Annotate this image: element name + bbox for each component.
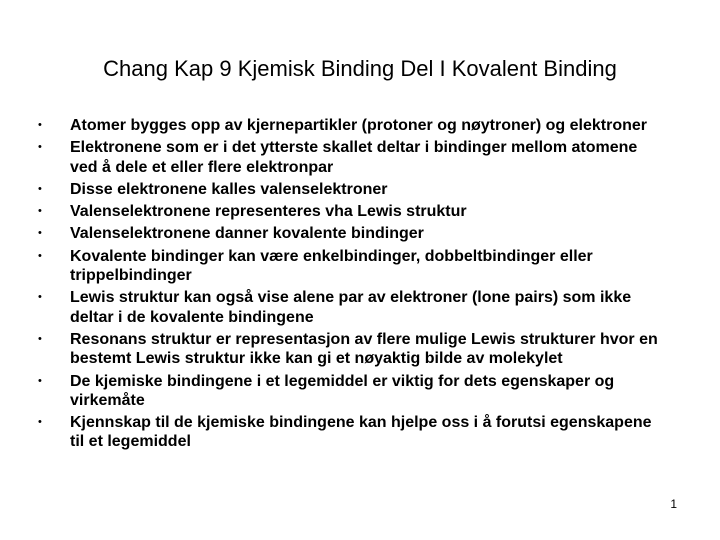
bullet-dot: • <box>38 249 42 262</box>
bullet-item <box>38 180 668 199</box>
bullet-text: De kjemiske bindingene i et legemiddel er viktig for dets egenskaper og virkemåte <box>70 372 615 409</box>
bullet-text: Lewis struktur kan også vise alene par av elektroner (lone pairs) som ikke deltar i de kovalente bindingene <box>70 289 632 326</box>
bullet-text: Disse elektronene kalles valenselektroner <box>70 180 388 198</box>
bullet-dot: • <box>38 141 42 154</box>
bullet-dot: • <box>38 374 42 387</box>
bullet-dot: • <box>38 182 42 195</box>
page-number: 1 <box>670 497 677 511</box>
bullet-text: Atomer bygges opp av kjernepartikler (protoner og nøytroner) og elektroner <box>70 117 647 134</box>
bullet-text: Valenselektronene representeres vha Lewis struktur <box>70 203 467 221</box>
bullet-item <box>38 224 668 243</box>
bullet-text: Elektronene som er i det ytterste skallet deltar i bindinger mellom atomene ved å dele et eller flere elektronpar <box>70 139 638 176</box>
bullet-text: Resonans struktur er representasjon av flere mulige Lewis strukturer hvor en bestemt Lewis struktur ikke kan gi et nøyaktig bilde av molekylet <box>70 330 658 368</box>
bullet-item <box>38 138 668 177</box>
bullet-item <box>38 116 668 135</box>
bullet-text: Kovalente bindinger kan være enkelbindinger, dobbeltbindinger eller trippelbindinger <box>70 247 593 285</box>
bullet-item <box>38 330 668 369</box>
bullet-dot: • <box>38 332 42 345</box>
bullet-dot: • <box>38 205 42 218</box>
bullet-item <box>38 288 668 327</box>
bullet-dot: • <box>38 291 42 304</box>
bullet-item <box>38 202 668 221</box>
bullet-dot: • <box>38 227 42 240</box>
slide-title: Chang Kap 9 Kjemisk Binding Del I Kovalent Binding <box>103 56 617 81</box>
bullet-dot: • <box>38 119 42 131</box>
bullet-item <box>38 413 668 452</box>
bullet-list <box>38 116 668 455</box>
bullet-item <box>38 372 668 411</box>
bullet-dot: • <box>38 416 42 429</box>
bullet-text: Valenselektronene danner kovalente bindinger <box>70 225 424 243</box>
bullet-text: Kjennskap til de kjemiske bindingene kan hjelpe oss i å forutsi egenskapene til et legemiddel <box>70 414 652 451</box>
bullet-item <box>38 247 668 286</box>
